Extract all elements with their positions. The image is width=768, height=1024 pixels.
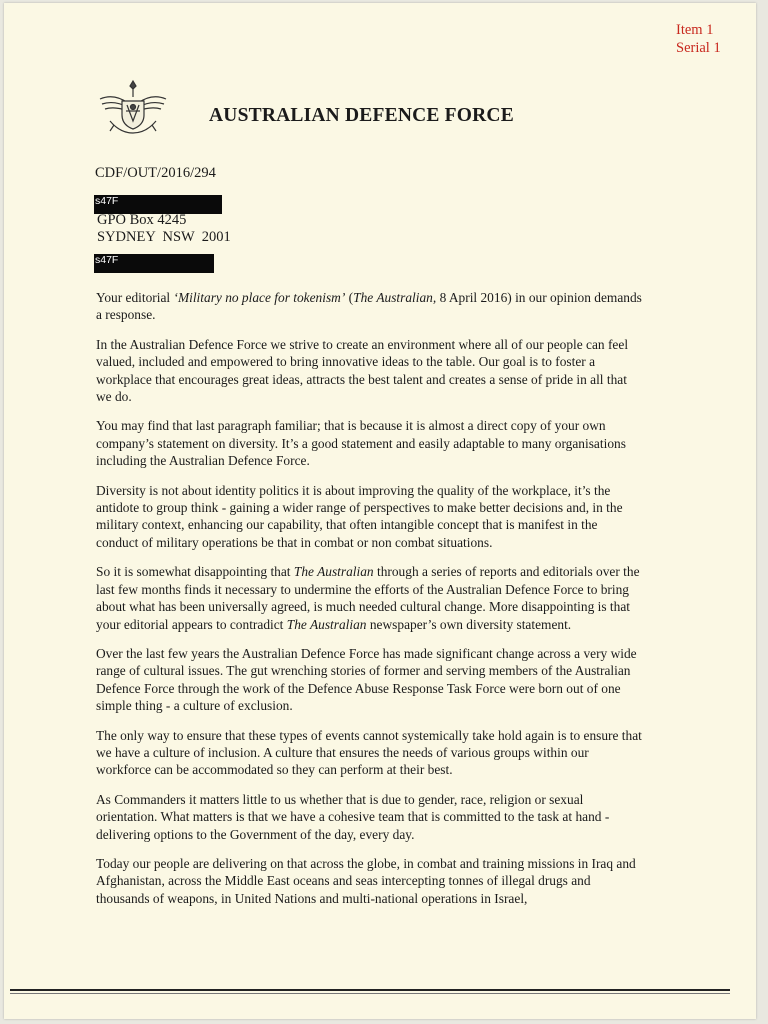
italic-text: The Australian, <box>353 290 437 305</box>
redaction-box: s47F <box>94 195 222 214</box>
paragraph-text: Over the last few years the Australian Defence Force has made significant change across a very wide range of cultural issues. The gut wrenching stories of former and serving members of the Australian Defence Force through the work of the Defence Abuse Response Task Force were born out of one simple thing - a culture of exclusion. <box>96 645 637 714</box>
body-paragraph <box>96 727 642 779</box>
italic-text: The Australian <box>293 564 374 580</box>
paragraph-text: So it is somewhat disappointing that <box>96 564 294 580</box>
italic-text: The Australian <box>286 616 367 632</box>
body-paragraph <box>96 855 642 907</box>
redaction-box: s47F <box>94 254 214 273</box>
body-paragraph <box>96 482 642 552</box>
body-paragraph <box>96 417 642 469</box>
paragraph-text: Today our people are delivering on that across the globe, in combat and training missions in Iraq and Afghanistan, across the Middle East oceans and seas intercepting tonnes of illegal drugs and thousands of weapons, in United Nations and multi-national operations in Israel, <box>96 855 636 906</box>
paragraph-text: Your editorial <box>96 290 174 305</box>
paragraph-text: In the Australian Defence Force we strive to create an environment where all of our people can feel valued, included and empowered to bring innovative ideas to the table. Our goal is to foster a workplace that encourages great ideas, attracts the best talent and creates a sense of pride in all that we do. <box>96 336 629 405</box>
item-stamp <box>676 21 721 57</box>
organisation-name: AUSTRALIAN DEFENCE FORCE <box>209 105 514 126</box>
letter-page <box>4 3 756 1019</box>
paragraph-text: You may find that last paragraph familiar; that is because it is almost a direct copy of your own company’s statement on diversity. It’s a good statement and easily adaptable to many organisations including the Australian Defence Force. <box>96 418 626 469</box>
footer-divider <box>10 993 730 994</box>
paragraph-text: ( <box>345 290 354 305</box>
body-paragraph <box>96 791 642 843</box>
address-line: GPO Box 4245 <box>97 212 187 228</box>
paragraph-text: The only way to ensure that these types of events cannot systemically take hold again is to ensure that we have a culture of inclusion. A culture that ensures the needs of various groups within our workforce can be accommodated so they can perform at their best. <box>96 727 642 778</box>
footer-divider <box>10 989 730 991</box>
body-paragraph <box>96 336 642 406</box>
italic-text: ‘Military no place for tokenism’ <box>173 290 346 305</box>
body-paragraph <box>96 289 642 324</box>
address-line: SYDNEY NSW 2001 <box>97 229 231 245</box>
recipient-address <box>97 212 231 246</box>
body-paragraph <box>96 645 642 715</box>
paragraph-text: newspaper’s own diversity statement. <box>366 616 572 632</box>
paragraph-text: through a series of reports and editorials over the last few months finds it necessary to undermine the efforts of the Australian Defence Force to bring about what has been universally agreed, is much needed cultural change. More disappointing is that your editorial appears to contradict <box>96 564 640 632</box>
stamp-item-label: Item 1 <box>676 22 714 38</box>
paragraph-text: Diversity is not about identity politics it is about improving the quality of the workplace, it’s the antidote to group think - gaining a wider range of perspectives to make better decisions and, in the military context, enhancing our capability, that often intangible concept that is manifest in the conduct of military operations be that in combat or non combat situations. <box>96 482 623 550</box>
body-paragraph <box>96 563 642 633</box>
letter-body <box>96 289 642 919</box>
reference-number: CDF/OUT/2016/294 <box>95 165 216 181</box>
stamp-serial-label: Serial 1 <box>676 40 721 56</box>
adf-crest-icon <box>96 77 170 139</box>
paragraph-text: 8 April 2016) in our opinion demands a response. <box>96 290 642 323</box>
paragraph-text: As Commanders it matters little to us whether that is due to gender, race, religion or sexual orientation. What matters is that we have a cohesive team that is committed to the task at hand - delivering options to the Government of the day, every day. <box>96 791 610 842</box>
